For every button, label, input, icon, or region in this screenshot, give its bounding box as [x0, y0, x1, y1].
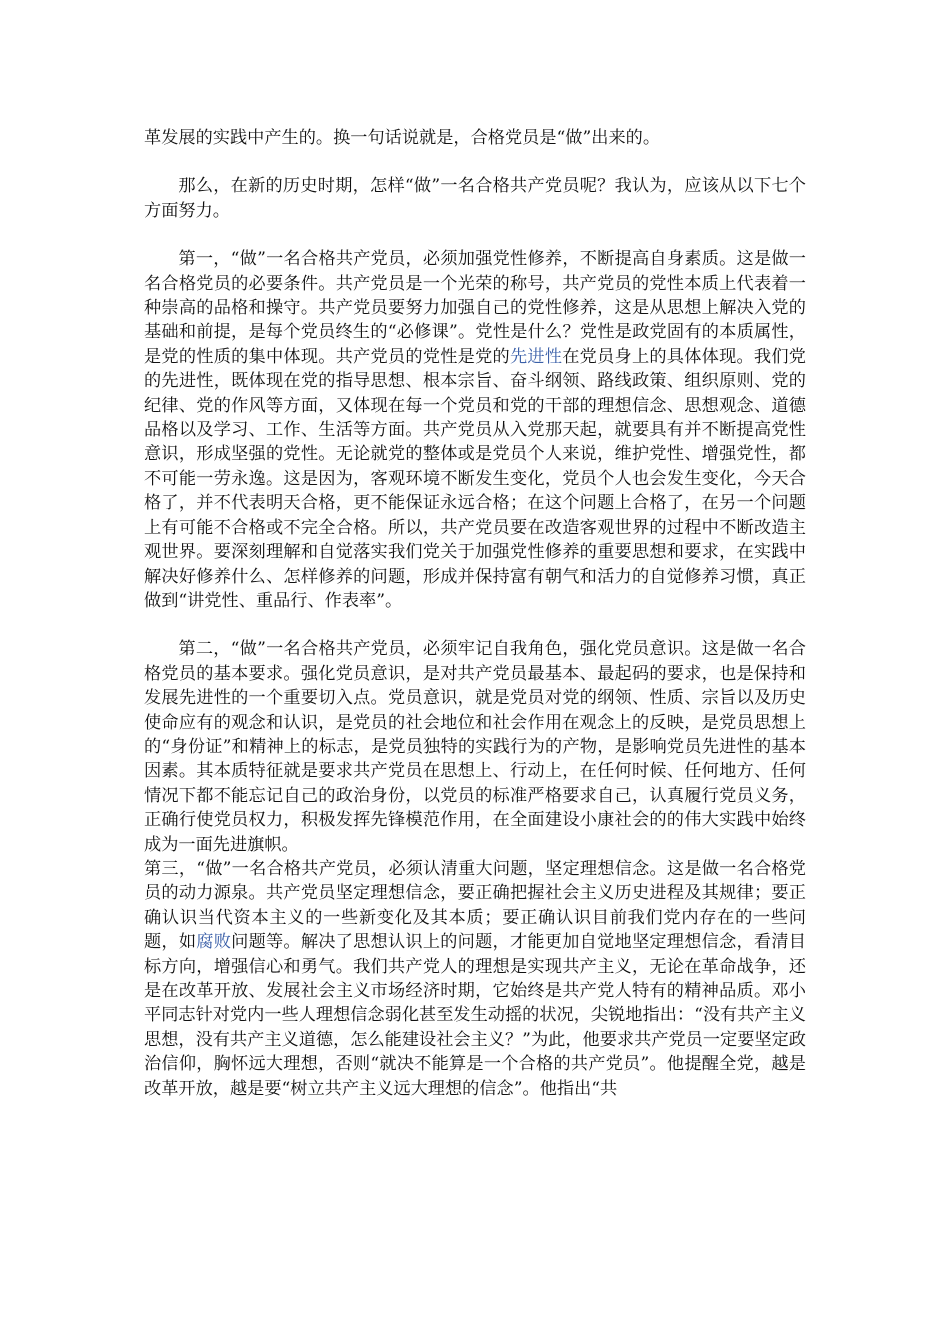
- paragraph-second-point: [144, 637, 806, 857]
- link-fubai[interactable]: 腐败: [196, 932, 232, 953]
- paragraph-text: 革发展的实践中产生的。换一句话说就是，合格党员是“做”出来的。: [144, 128, 661, 148]
- link-xianjinxing[interactable]: 先进性: [509, 346, 563, 367]
- paragraph-text-before-link: 第一，“做”一名合格共产党员，必须加强党性修养，不断提高自身素质。这是做一名合格党员的必要条件。共产党员是一个光荣的称号，共产党员的党性本质上代表着一种崇高的品格和操守。共产党员要努力加强自己的党性修养，这是从思想上解决入党的基础和前提，是每个党员终生的“必修课”。党性是什么？党性是政党固有的本质属性，是党的性质的集中体现。共产党员的党性是党的: [144, 249, 806, 367]
- paragraph-text-after-link: 问题等。解决了思想认识上的问题，才能更加自觉地坚定理想信念，看清目标方向，增强信心和勇气。我们共产党人的理想是实现共产主义，无论在革命战争，还是在改革开放、发展社会主义市场经济时期，它始终是共产党人特有的精神品质。邓小平同志针对党内一些人理想信念弱化甚至发生动摇的状况，尖锐地指出：“没有共产主义思想，没有共产主义道德，怎么能建设社会主义？”为此，他要求共产党员一定要坚定政治信仰，胸怀远大理想，否则“就决不能算是一个合格的共产党员”。他提醒全党，越是改革开放，越是要“树立共产主义远大理想的信念”。他指出“共: [144, 932, 806, 1099]
- document-page: [144, 126, 806, 1101]
- paragraph-text-after-link: 在党员身上的具体体现。我们党的先进性，既体现在党的指导思想、根本宗旨、奋斗纲领、路线政策、组织原则、党的纪律、党的作风等方面，又体现在每一个党员和党的干部的理想信念、思想观念、道德品格以及学习、工作、生活等方面。共产党员从入党那天起，就要具有并不断提高党性意识，形成坚强的党性。无论就党的整体或是党员个人来说，维护党性、增强党性，都不可能一劳永逸。这是因为，客观环境不断发生变化，党员个人也会发生变化，今天合格了，并不代表明天合格，更不能保证永远合格；在这个问题上合格了，在另一个问题上有可能不合格或不完全合格。所以，共产党员要在改造客观世界的过程中不断改造主观世界。要深刻理解和自觉落实我们党关于加强党性修养的重要思想和要求，在实践中解决好修养什么、怎样修养的问题，形成并保持富有朝气和活力的自觉修养习惯，真正做到“讲党性、重品行、作表率”。: [144, 346, 806, 611]
- paragraph-continuation: [144, 126, 806, 150]
- paragraph-text: 那么，在新的历史时期，怎样“做”一名合格共产党员呢？我认为，应该从以下七个方面努力。: [144, 176, 806, 221]
- paragraph-text-before-link: 第三，“做”一名合格共产党员，必须认清重大问题，坚定理想信念。这是做一名合格党员的动力源泉。共产党员坚定理想信念，要正确把握社会主义历史进程及其规律；要正确认识当代资本主义的一些新变化及其本质；要正确认识目前我们党内存在的一些问题，如: [144, 858, 806, 953]
- paragraph-intro: [144, 174, 806, 223]
- paragraph-third-point: [144, 857, 806, 1101]
- paragraph-text: 第二，“做”一名合格共产党员，必须牢记自我角色，强化党员意识。这是做一名合格党员的基本要求。强化党员意识，是对共产党员最基本、最起码的要求，也是保持和发展先进性的一个重要切入点。党员意识，就是党员对党的纲领、性质、宗旨以及历史使命应有的观念和认识，是党员的社会地位和社会作用在观念上的反映，是党员思想上的“身份证”和精神上的标志，是党员独特的实践行为的产物，是影响党员先进性的基本因素。其本质特征就是要求共产党员在思想上、行动上，在任何时候、任何地方、任何情况下都不能忘记自己的政治身份，以党员的标准严格要求自己，认真履行党员义务，正确行使党员权力，积极发挥先锋模范作用，在全面建设小康社会的的伟大实践中始终成为一面先进旗帜。: [144, 639, 806, 855]
- paragraph-first-point: [144, 247, 806, 613]
